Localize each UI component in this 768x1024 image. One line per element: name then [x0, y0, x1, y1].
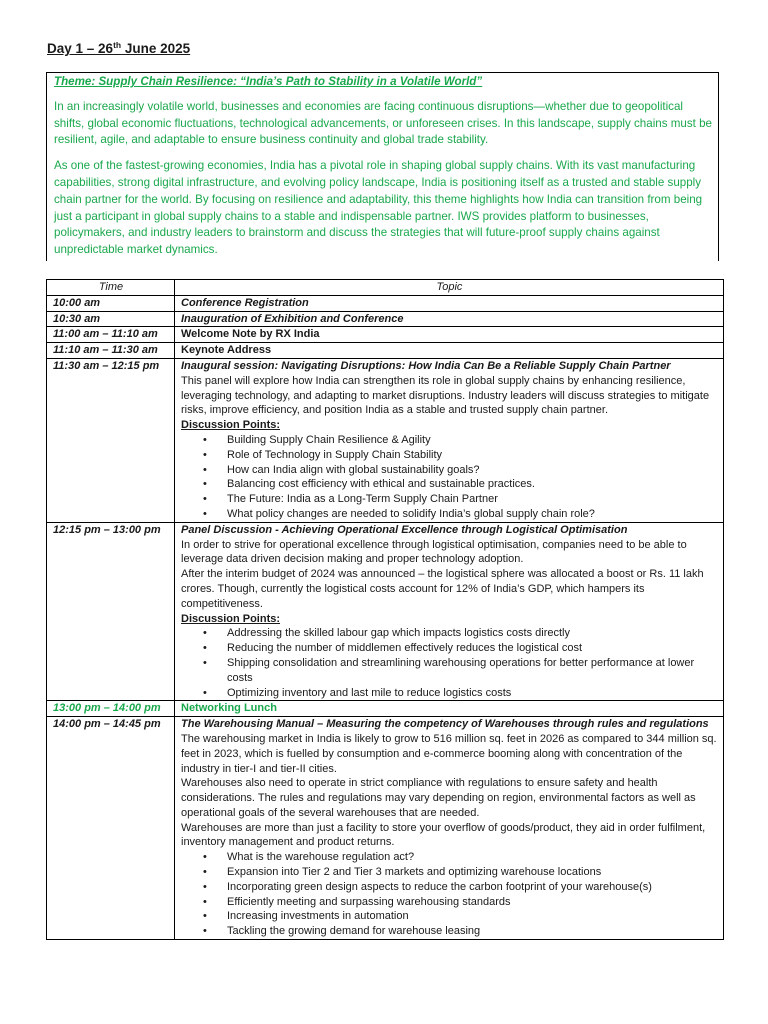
theme-box	[46, 72, 719, 261]
session-description: Warehouses also need to operate in strict compliance with regulations to ensure safety and health considerations. The rules and regulations may vary depending on region, environmental factors as well as operational goals of the several warehouses that are needed.	[181, 777, 696, 819]
theme-paragraph-1: In an increasingly volatile world, businesses and economies are facing continuous disruptions—whether due to geopolitical shifts, global economic fluctuations, technological advancements, or unforeseen crises. In this landscape, supply chains must be resilient, agile, and adaptable to ensure business continuity and global trade stability.	[54, 99, 712, 147]
table-row	[47, 717, 724, 940]
day-prefix: Day 1 – 26	[47, 41, 114, 56]
list-item: • Optimizing inventory and last mile to reduce logistics costs	[227, 686, 718, 701]
table-row	[47, 327, 724, 343]
list-item: • Addressing the skilled labour gap which impacts logistics costs directly	[227, 626, 718, 641]
day-superscript: th	[113, 40, 122, 50]
discussion-points-list	[181, 433, 718, 522]
table-row	[47, 701, 724, 717]
schedule-table	[46, 279, 724, 940]
list-item: • What is the warehouse regulation act?	[227, 850, 718, 865]
list-item: • Increasing investments in automation	[227, 909, 718, 924]
session-description: In order to strive for operational excellence through logistical optimisation, companies need to be able to leverage data driven decision making and proper technology adoption.	[181, 538, 687, 566]
row-topic: Conference Registration	[175, 295, 724, 311]
row-topic: Welcome Note by RX India	[175, 327, 724, 343]
row-time: 10:30 am	[47, 311, 175, 327]
table-row	[47, 358, 724, 522]
list-item: • Reducing the number of middlemen effectively reduces the logistical cost	[227, 641, 718, 656]
list-item: • Building Supply Chain Resilience & Agility	[227, 433, 718, 448]
row-topic: Inauguration of Exhibition and Conference	[175, 311, 724, 327]
row-topic-cell	[175, 358, 724, 522]
day-suffix: June 2025	[121, 41, 191, 56]
time-column-header: Time	[47, 280, 175, 296]
table-row	[47, 311, 724, 327]
list-item: • The Future: India as a Long-Term Supply Chain Partner	[227, 492, 718, 507]
list-item: • What policy changes are needed to solidify India’s global supply chain role?	[227, 507, 718, 522]
discussion-points-list	[181, 626, 718, 700]
list-item: • Efficiently meeting and surpassing warehousing standards	[227, 895, 718, 910]
theme-paragraph-2: As one of the fastest-growing economies, India has a pivotal role in shaping global supply chains. With its vast manufacturing capabilities, strong digital infrastructure, and evolving policy landscape, India is positioning itself as a trusted and stable supply chain partner for the world. By focusing on resilience and adaptability, this theme highlights how India can transition from being just a participant in global supply chains to a stable and indispensable partner. IWS provides platform to businesses, policymakers, and industry leaders to brainstorm and discuss the strategies that will future-proof supply chains against unpredictable market dynamics.	[54, 159, 703, 257]
list-item: • How can India align with global sustainability goals?	[227, 463, 718, 478]
discussion-points-list	[181, 850, 718, 939]
row-time: 11:30 am – 12:15 pm	[47, 358, 175, 522]
theme-title: Theme: Supply Chain Resilience: “India’s Path to Stability in a Volatile World”	[54, 75, 483, 88]
session-description: The warehousing market in India is likely to grow to 516 million sq. feet in 2026 as compared to 344 million sq. feet in 2023, which is fuelled by consumption and e-commerce booming along with concentration of the industry in tier-I and tier-II cities.	[181, 732, 717, 775]
table-row	[47, 343, 724, 359]
list-item: • Tackling the growing demand for warehouse leasing	[227, 924, 718, 939]
row-topic: Keynote Address	[175, 343, 724, 359]
list-item: • Expansion into Tier 2 and Tier 3 markets and optimizing warehouse locations	[227, 865, 718, 880]
list-item: • Balancing cost efficiency with ethical and sustainable practices.	[227, 477, 718, 492]
session-description: Warehouses are more than just a facility to store your overflow of goods/product, they aid in order fulfilment, inventory management and product returns.	[181, 821, 706, 849]
list-item: • Role of Technology in Supply Chain Stability	[227, 448, 718, 463]
table-header-row	[47, 280, 724, 296]
table-row	[47, 295, 724, 311]
list-item: • Shipping consolidation and streamlining warehousing operations for better performance at lower costs	[227, 656, 718, 686]
row-topic-cell	[175, 522, 724, 701]
row-time: 11:00 am – 11:10 am	[47, 327, 175, 343]
row-topic-cell	[175, 717, 724, 940]
row-time: 13:00 pm – 14:00 pm	[47, 701, 175, 717]
row-time: 12:15 pm – 13:00 pm	[47, 522, 175, 701]
list-item: • Incorporating green design aspects to reduce the carbon footprint of your warehouse(s)	[227, 880, 718, 895]
session-description: After the interim budget of 2024 was announced – the logistical sphere was allocated a boost or Rs. 11 lakh crores. Though, currently the logistical costs account for 12% of India’s GDP, which hampers its competitiveness.	[181, 568, 704, 610]
row-time: 11:10 am – 11:30 am	[47, 343, 175, 359]
page-title	[47, 42, 190, 57]
session-title: Inaugural session: Navigating Disruptions: How India Can Be a Reliable Supply Chain Partner	[181, 359, 671, 372]
discussion-points-label: Discussion Points:	[181, 612, 281, 625]
discussion-points-label: Discussion Points:	[181, 419, 281, 432]
session-title: The Warehousing Manual – Measuring the competency of Warehouses through rules and regulations	[181, 718, 709, 731]
session-description: This panel will explore how India can strengthen its role in global supply chains by enhancing resilience, leveraging technology, and adapting to market disruptions. Industry leaders will discuss strategies to mitigate risks, improve efficiency, and position India as a stable and trusted supply chain partner.	[181, 374, 710, 417]
table-row	[47, 522, 724, 701]
row-topic: Networking Lunch	[175, 701, 724, 717]
session-title: Panel Discussion - Achieving Operational Excellence through Logistical Optimisation	[181, 523, 628, 536]
row-time: 14:00 pm – 14:45 pm	[47, 717, 175, 940]
row-time: 10:00 am	[47, 295, 175, 311]
topic-column-header: Topic	[175, 280, 724, 296]
